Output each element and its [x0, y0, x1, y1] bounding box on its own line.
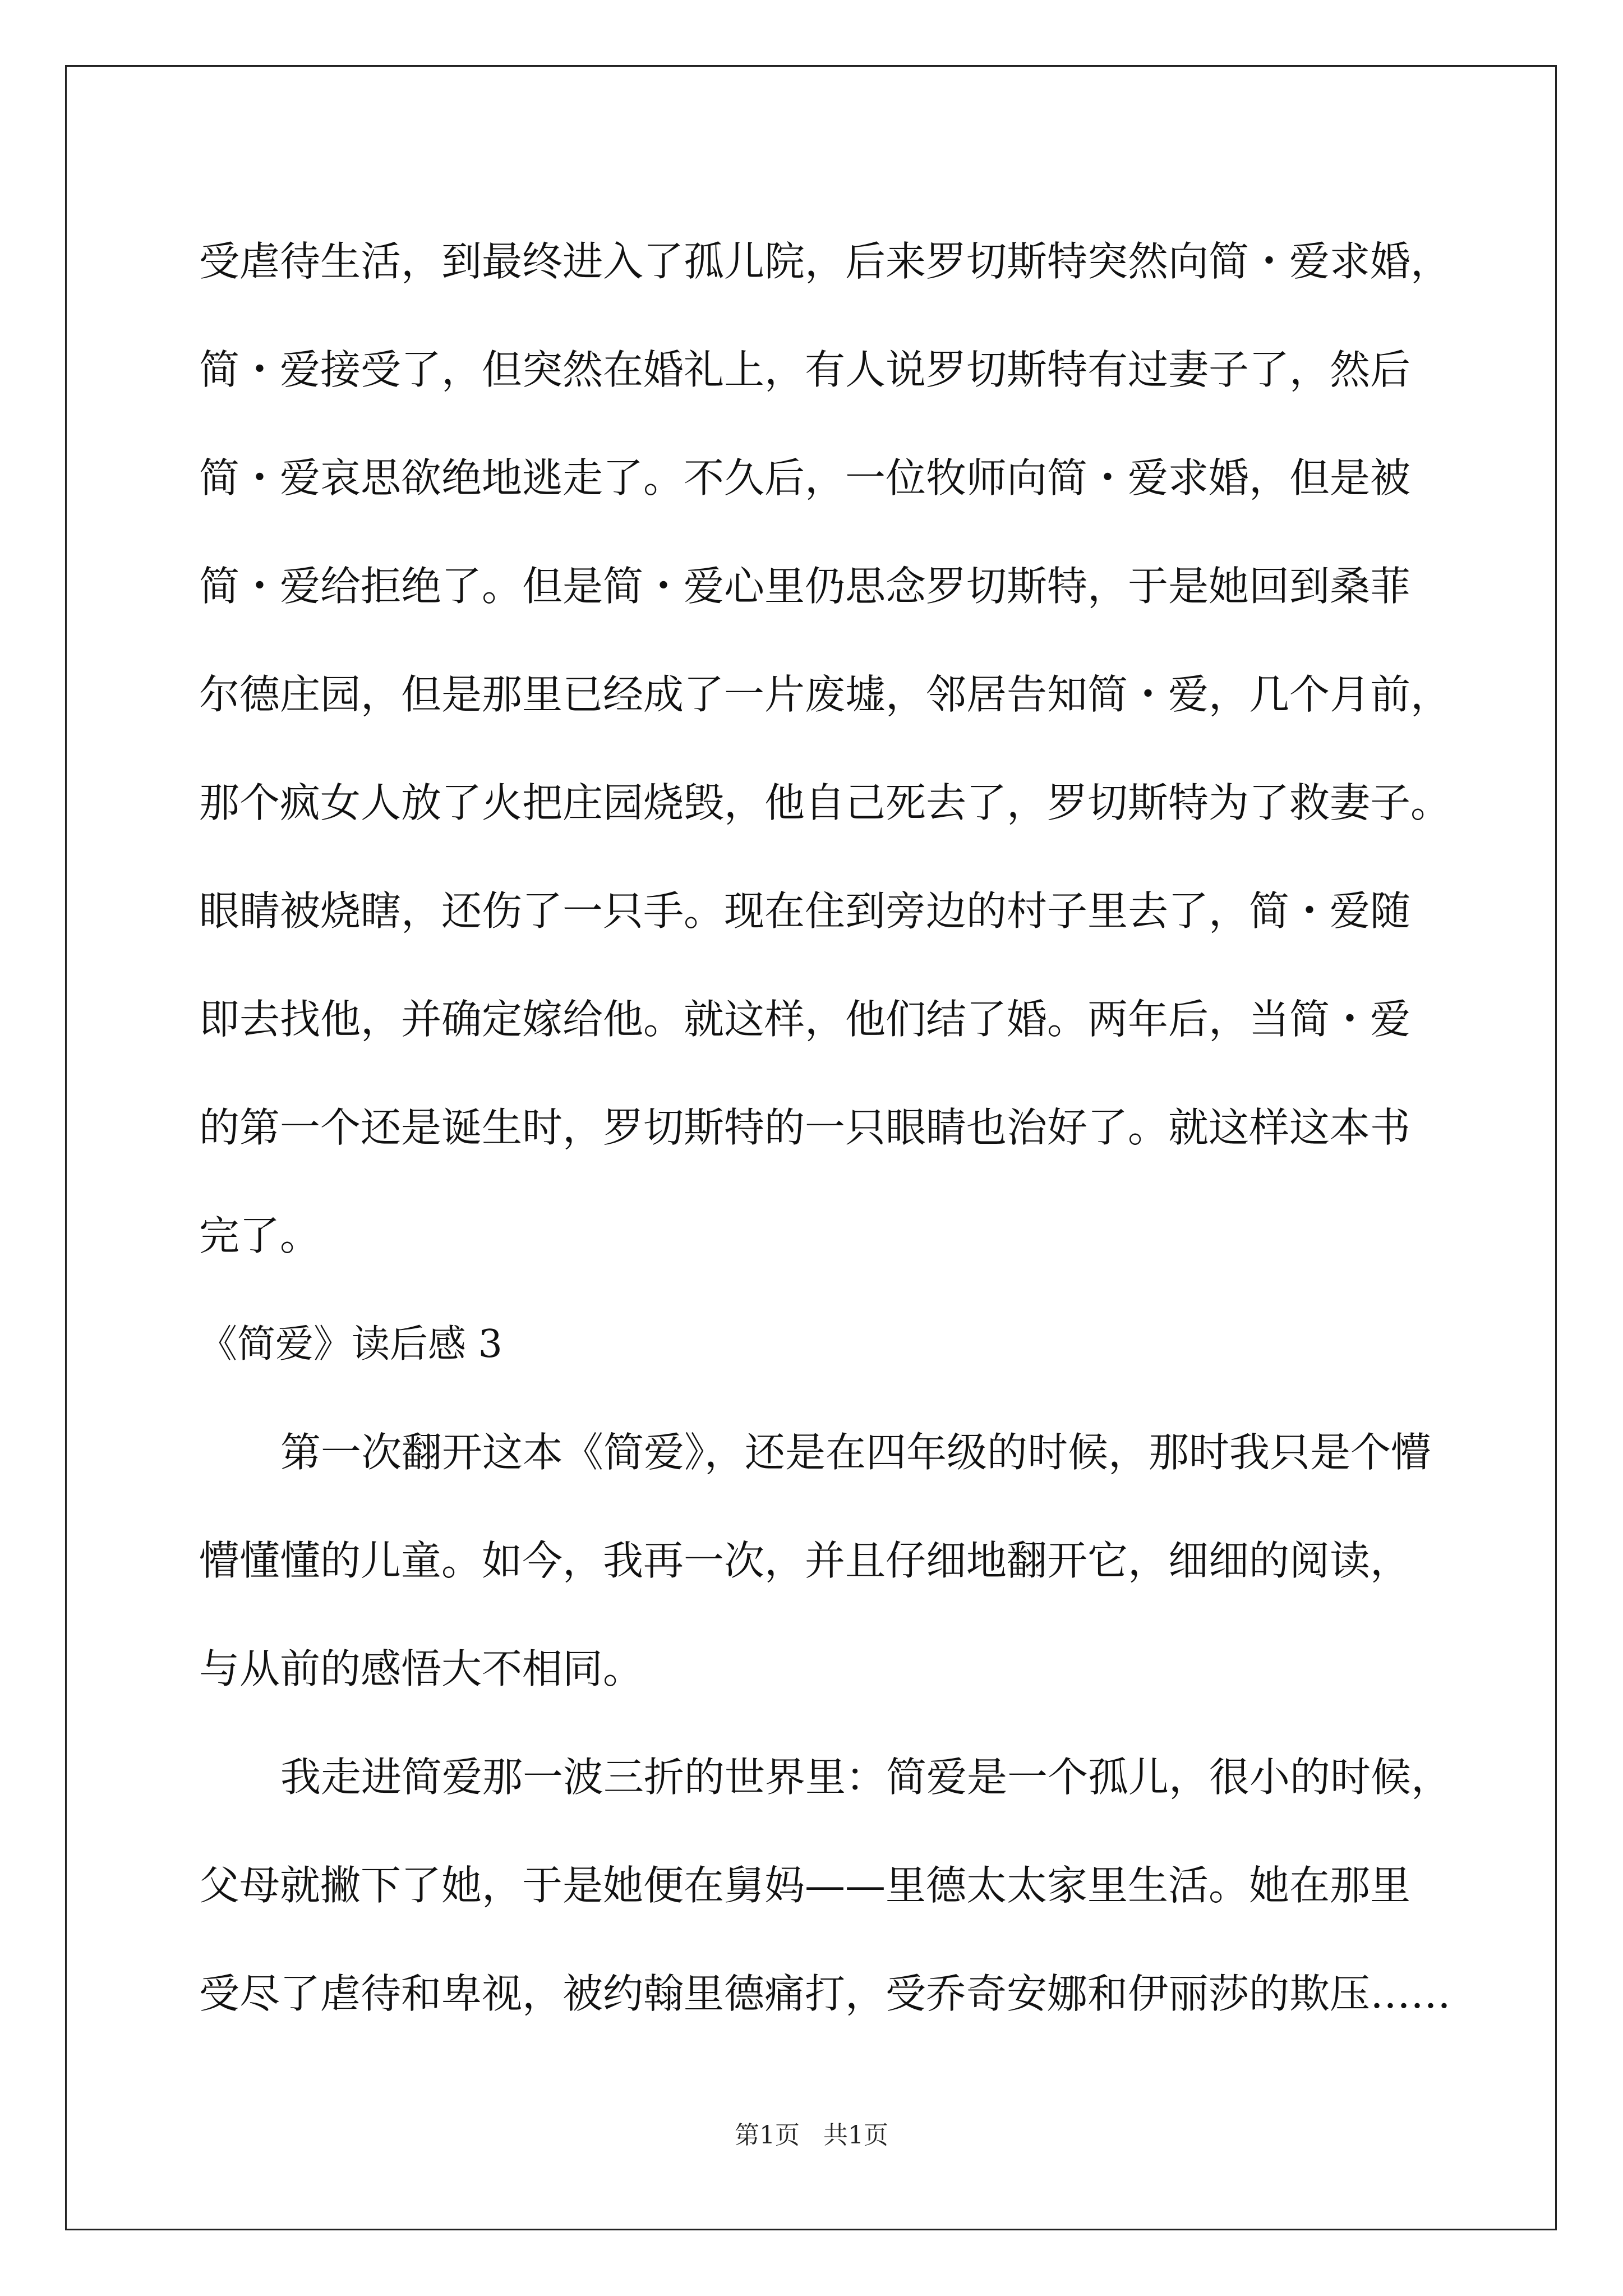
text-line: 受尽了虐待和卑视，被约翰里德痛打，受乔奇安娜和伊丽莎的欺压……	[199, 1970, 1451, 2017]
text-line: 尔德庄园，但是那里已经成了一片废墟，邻居告知简・爱，几个月前，	[199, 671, 1451, 718]
text-line: 第一次翻开这本《简爱》，还是在四年级的时候，那时我只是个懵	[280, 1429, 1432, 1476]
text-line: 父母就撇下了她，于是她便在舅妈——里德太太家里生活。她在那里	[199, 1862, 1411, 1909]
text-line: 简・爱接受了，但突然在婚礼上，有人说罗切斯特有过妻子了，然后	[199, 346, 1411, 393]
text-line: 与从前的感悟大不相同。	[199, 1645, 644, 1692]
text-line: 即去找他，并确定嫁给他。就这样，他们结了婚。两年后，当简・爱	[199, 996, 1411, 1043]
text-line: 完了。	[199, 1212, 321, 1259]
text-line: 那个疯女人放了火把庄园烧毁，他自己死去了，罗切斯特为了救妻子。	[199, 779, 1451, 826]
text-line: 简・爱哀思欲绝地逃走了。不久后，一位牧师向简・爱求婚，但是被	[199, 454, 1411, 501]
text-line: 眼睛被烧瞎，还伤了一只手。现在住到旁边的村子里去了，简・爱随	[199, 887, 1411, 935]
document-body	[199, 208, 1452, 2048]
text-line: 受虐待生活，到最终进入了孤儿院，后来罗切斯特突然向简・爱求婚，	[199, 238, 1451, 285]
text-line: 简・爱给拒绝了。但是简・爱心里仍思念罗切斯特，于是她回到桑菲	[199, 563, 1411, 610]
page-number-footer: 第1页 共1页	[735, 2121, 888, 2150]
text-line: 我走进简爱那一波三折的世界里：简爱是一个孤儿，很小的时候，	[280, 1754, 1452, 1801]
text-line: 懵懂懂的儿童。如今，我再一次，并且仔细地翻开它，细细的阅读，	[199, 1537, 1411, 1584]
section-heading: 《简爱》读后感 3	[199, 1322, 502, 1366]
text-line: 的第一个还是诞生时，罗切斯特的一只眼睛也治好了。就这样这本书	[199, 1104, 1411, 1151]
